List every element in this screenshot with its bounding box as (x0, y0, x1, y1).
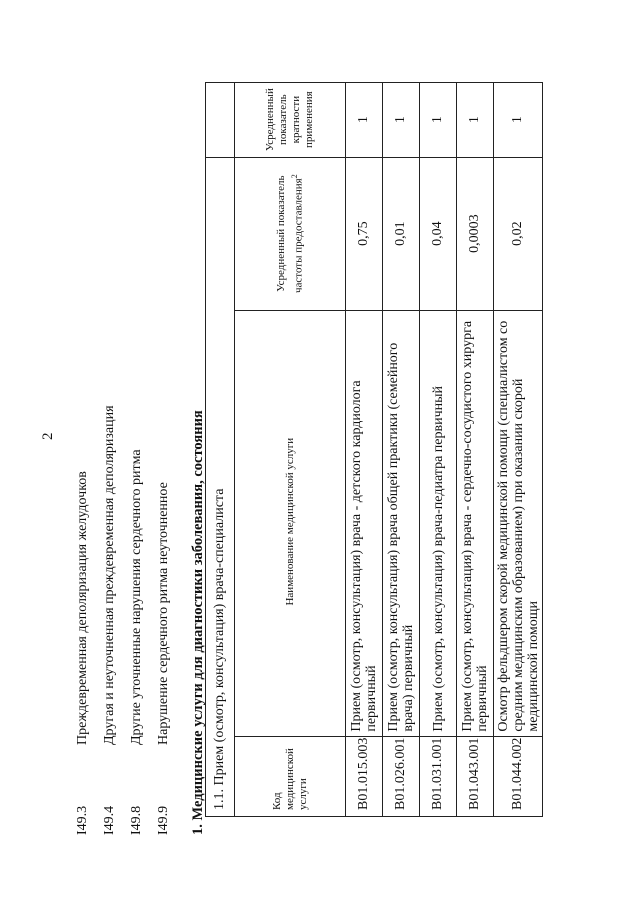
table-row (346, 82, 383, 816)
subsection-title: 1.1. Прием (осмотр, консультация) врача-специалиста (206, 157, 235, 816)
diagnosis-row (102, 405, 129, 835)
diagnosis-label: Преждевременная деполяризация желудочков (75, 471, 90, 745)
table-row (457, 82, 494, 816)
diagnosis-label: Другая и неуточненная преждевременная деполяризация (102, 405, 117, 745)
service-code: B01.044.002 (494, 736, 543, 816)
service-frequency: 0,75 (346, 157, 383, 310)
header-name: Наименование медицинской услуги (235, 310, 346, 736)
service-frequency: 0,0003 (457, 157, 494, 310)
service-frequency: 0,01 (383, 157, 420, 310)
service-name: Прием (осмотр, консультация) врача - сердечно-сосудистого хирурга первичный (457, 310, 494, 736)
service-name: Осмотр фельдшером скорой медицинской помощи (специалистом со средним медицинским образованием) при оказании скорой медицинской помощи (494, 310, 543, 736)
service-name: Прием (осмотр, консультация) врача - детского кардиолога первичный (346, 310, 383, 736)
table-row (494, 82, 543, 816)
service-multiplicity: 1 (383, 82, 420, 157)
diagnosis-code: I49.3 (75, 805, 90, 835)
diagnosis-label: Нарушение сердечного ритма неуточненное (156, 482, 171, 745)
services-table-wrapper (205, 82, 543, 817)
header-frequency-text: Усредненный показатель частоты предоставления (274, 175, 305, 294)
diagnosis-code: I49.8 (129, 805, 144, 835)
diagnosis-row (129, 405, 156, 835)
service-frequency: 0,04 (420, 157, 457, 310)
diagnosis-list (75, 405, 183, 835)
subsection-row (206, 82, 235, 816)
service-multiplicity: 1 (346, 82, 383, 157)
services-table (205, 82, 543, 817)
diagnosis-row (156, 405, 183, 835)
header-frequency (235, 157, 346, 310)
service-multiplicity: 1 (420, 82, 457, 157)
subsection-empty-cell (206, 82, 235, 157)
service-code: B01.031.001 (420, 736, 457, 816)
section-title: 1. Медицинские услуги для диагностики заболевания, состояния (190, 410, 206, 835)
diagnosis-row (75, 405, 102, 835)
diagnosis-code: I49.4 (102, 805, 117, 835)
table-row (383, 82, 420, 816)
diagnosis-label: Другие уточненные нарушения сердечного ритма (129, 449, 144, 745)
service-code: B01.026.001 (383, 736, 420, 816)
service-code: B01.043.001 (457, 736, 494, 816)
service-name: Прием (осмотр, консультация) врача общей практики (семейного врача) первичный (383, 310, 420, 736)
header-code: Код медицинской услуги (235, 736, 346, 816)
table-header-row (235, 82, 346, 816)
page-number: 2 (40, 432, 56, 440)
header-multiplicity: Усредненный показатель кратности применения (235, 82, 346, 157)
diagnosis-code: I49.9 (156, 805, 171, 835)
service-multiplicity: 1 (494, 82, 543, 157)
table-row (420, 82, 457, 816)
service-multiplicity: 1 (457, 82, 494, 157)
service-name: Прием (осмотр, консультация) врача-педиатра первичный (420, 310, 457, 736)
service-code: B01.015.003 (346, 736, 383, 816)
header-frequency-footnote: 2 (289, 174, 299, 179)
service-frequency: 0,02 (494, 157, 543, 310)
